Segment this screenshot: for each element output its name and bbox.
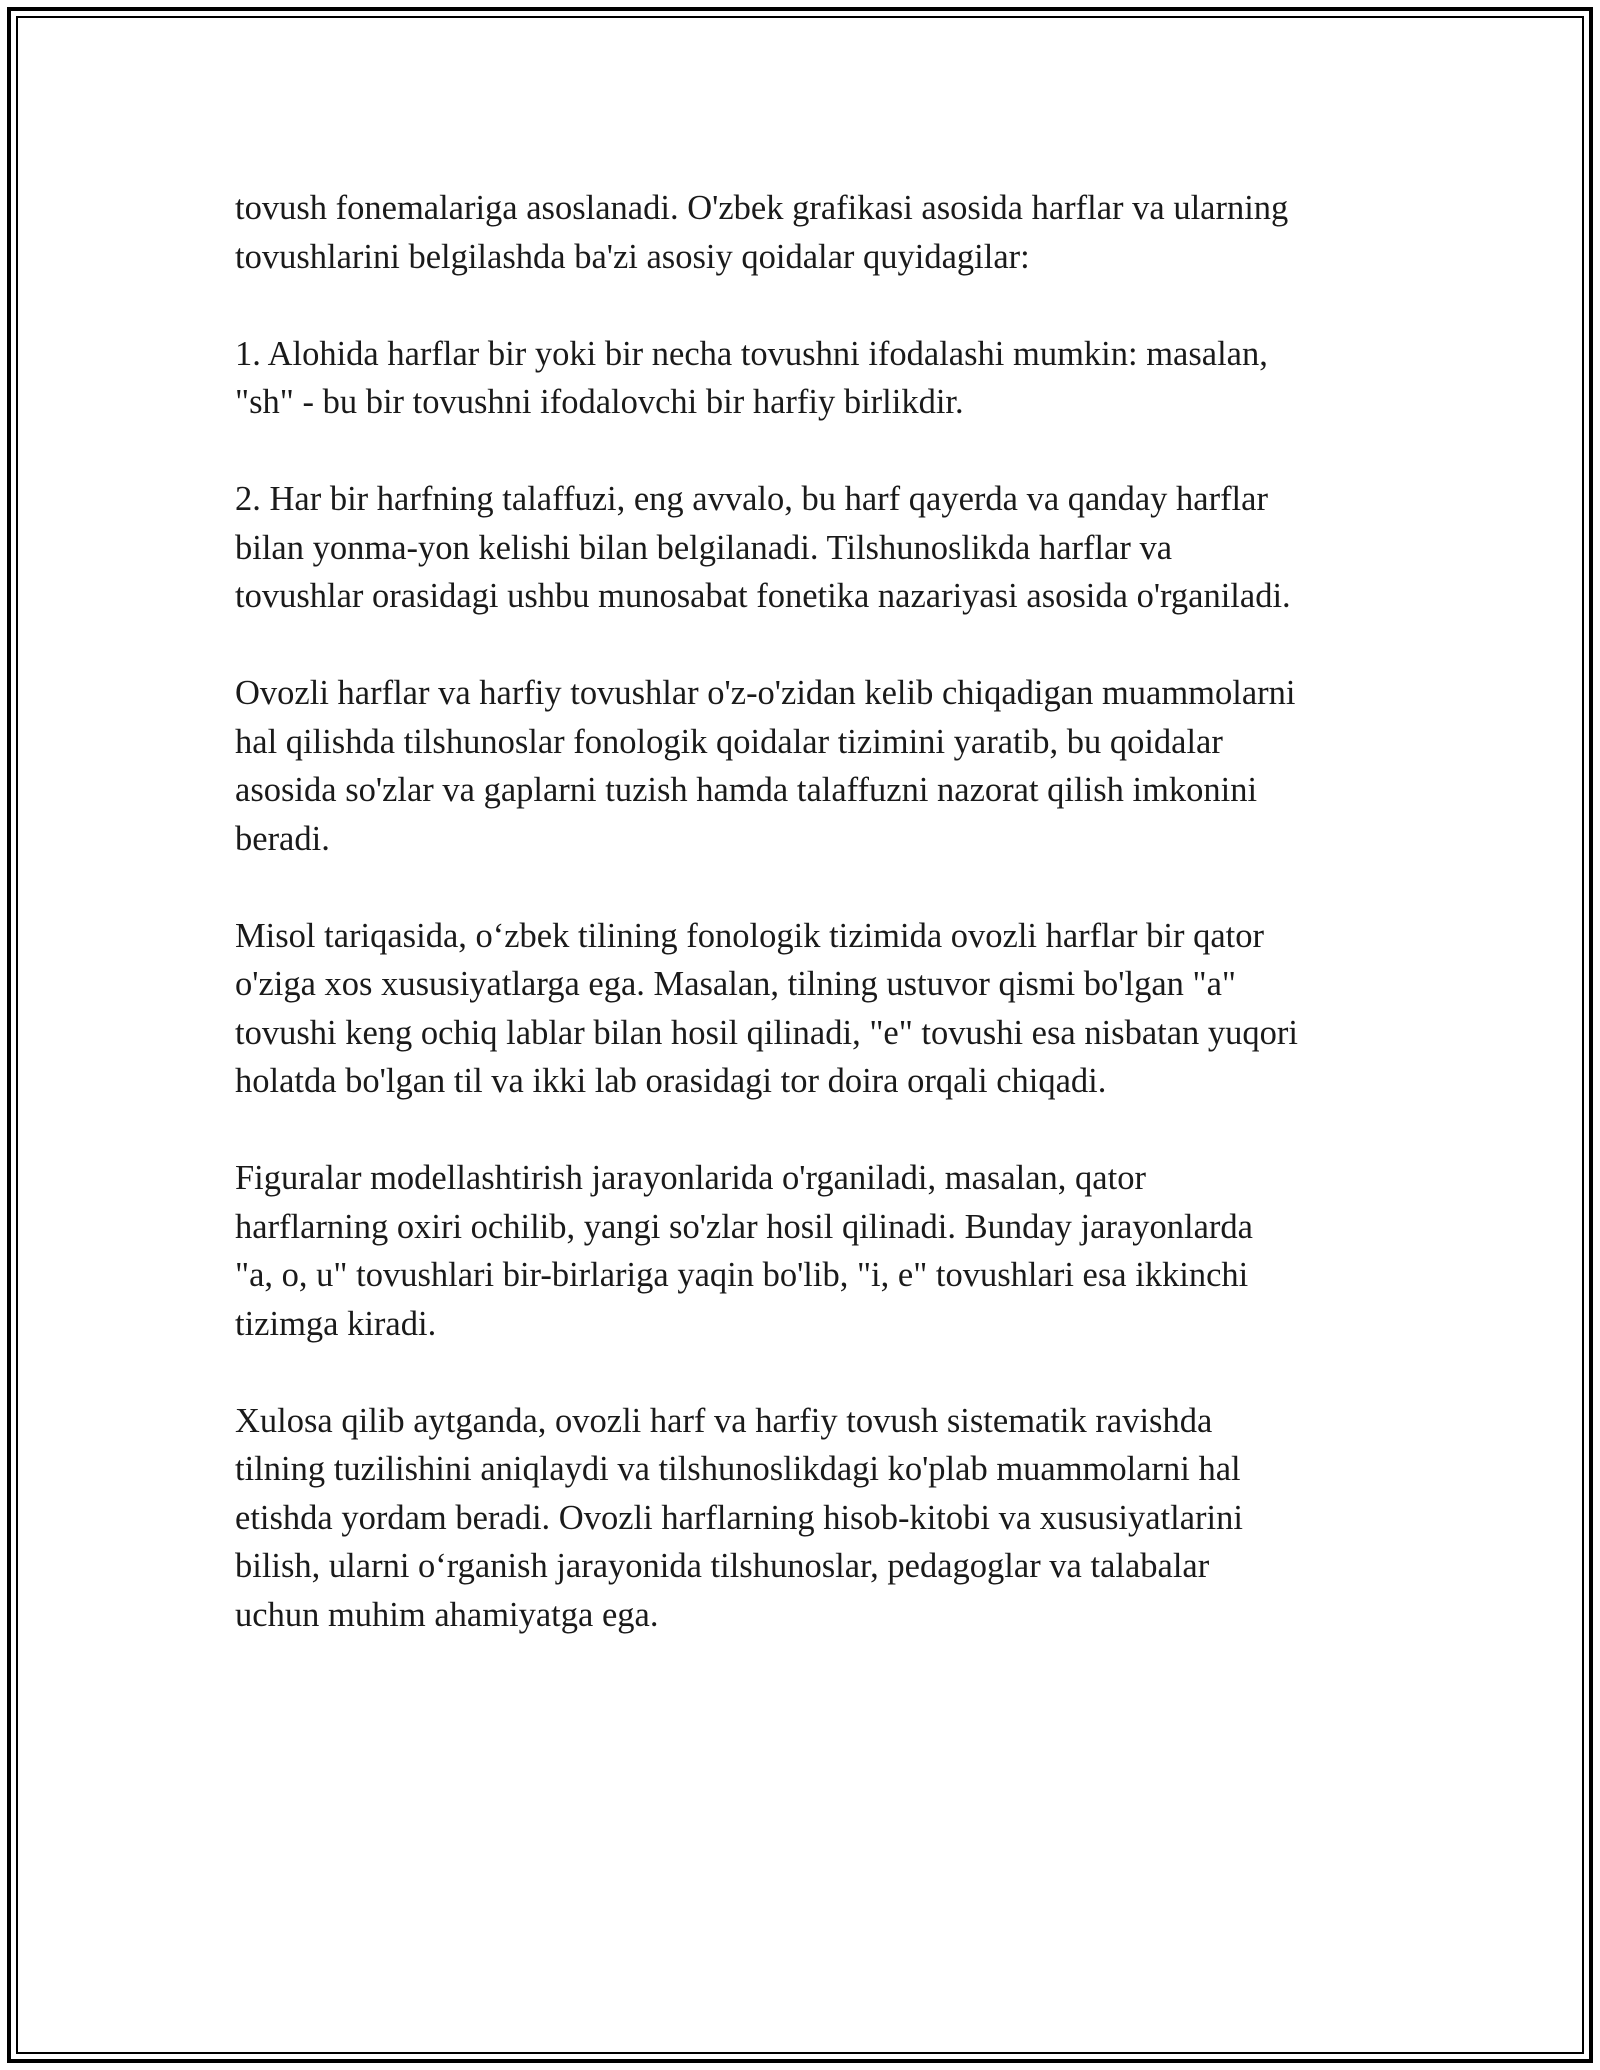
text-line: 2. Har bir harfning talaffuzi, eng avvalo, bu harf qayerda va qanday harflar xyxy=(235,480,1268,518)
text-line: bilish, ularni o‘rganish jarayonida tilshunoslar, pedagoglar va talabalar xyxy=(235,1547,1210,1585)
text-line: etishda yordam beradi. Ovozli harflarning hisob-kitobi va xususiyatlarini xyxy=(235,1498,1243,1537)
paragraph-conclusion xyxy=(235,1397,1385,1640)
text-line: tovushlarini belgilashda ba'zi asosiy qoidalar quyidagilar: xyxy=(235,237,1030,276)
text-line: hal qilishda tilshunoslar fonologik qoidalar tizimini yaratib, bu qoidalar xyxy=(235,722,1223,761)
text-line: beradi. xyxy=(235,819,330,858)
paragraph-rule-2 xyxy=(235,475,1385,621)
document-body xyxy=(235,184,1385,1688)
text-line: holatda bo'lgan til va ikki lab orasidagi tor doira orqali chiqadi. xyxy=(235,1062,1107,1100)
text-line: Xulosa qilib aytganda, ovozli harf va harfiy tovush sistematik ravishda xyxy=(235,1401,1213,1440)
text-line: tizimga kiradi. xyxy=(235,1304,437,1343)
paragraph-vowels xyxy=(235,669,1385,863)
paragraph-example xyxy=(235,912,1385,1106)
text-line: Ovozli harflar va harfiy tovushlar o'z-o'zidan kelib chiqadigan muammolarni xyxy=(235,674,1296,712)
text-line: Misol tariqasida, o‘zbek tilining fonologik tizimida ovozli harflar bir qator xyxy=(235,916,1265,955)
text-line: tovushlar orasidagi ushbu munosabat fonetika nazariyasi asosida o'rganiladi. xyxy=(235,577,1291,615)
text-line: harflarning oxiri ochilib, yangi so'zlar hosil qilinadi. Bunday jarayonlarda xyxy=(235,1207,1253,1246)
text-line: tilning tuzilishini aniqlaydi va tilshunoslikdagi ko'plab muammolarni hal xyxy=(235,1450,1241,1488)
text-line: uchun muhim ahamiyatga ega. xyxy=(235,1595,659,1634)
text-line: "a, o, u" tovushlari bir-birlariga yaqin bo'lib, "i, e" tovushlari esa ikkinchi xyxy=(235,1256,1249,1294)
text-line: 1. Alohida harflar bir yoki bir necha tovushni ifodalashi mumkin: masalan, xyxy=(235,334,1268,373)
text-line: "sh" - bu bir tovushni ifodalovchi bir harfiy birlikdir. xyxy=(235,383,964,421)
text-line: tovushi keng ochiq lablar bilan hosil qilinadi, "e" tovushi esa nisbatan yuqori xyxy=(235,1013,1298,1052)
text-line: o'ziga xos xususiyatlarga ega. Masalan, tilning ustuvor qismi bo'lgan "a" xyxy=(235,965,1237,1003)
paragraph-intro xyxy=(235,184,1385,281)
text-line: tovush fonemalariga asoslanadi. O'zbek grafikasi asosida harflar va ularning xyxy=(235,189,1289,227)
text-line: Figuralar modellashtirish jarayonlarida o'rganiladi, masalan, qator xyxy=(235,1159,1146,1197)
paragraph-rule-1 xyxy=(235,330,1385,427)
text-line: bilan yonma-yon kelishi bilan belgilanadi. Tilshunoslikda harflar va xyxy=(235,528,1173,567)
text-line: asosida so'zlar va gaplarni tuzish hamda talaffuzni nazorat qilish imkonini xyxy=(235,771,1258,809)
paragraph-figures xyxy=(235,1154,1385,1348)
